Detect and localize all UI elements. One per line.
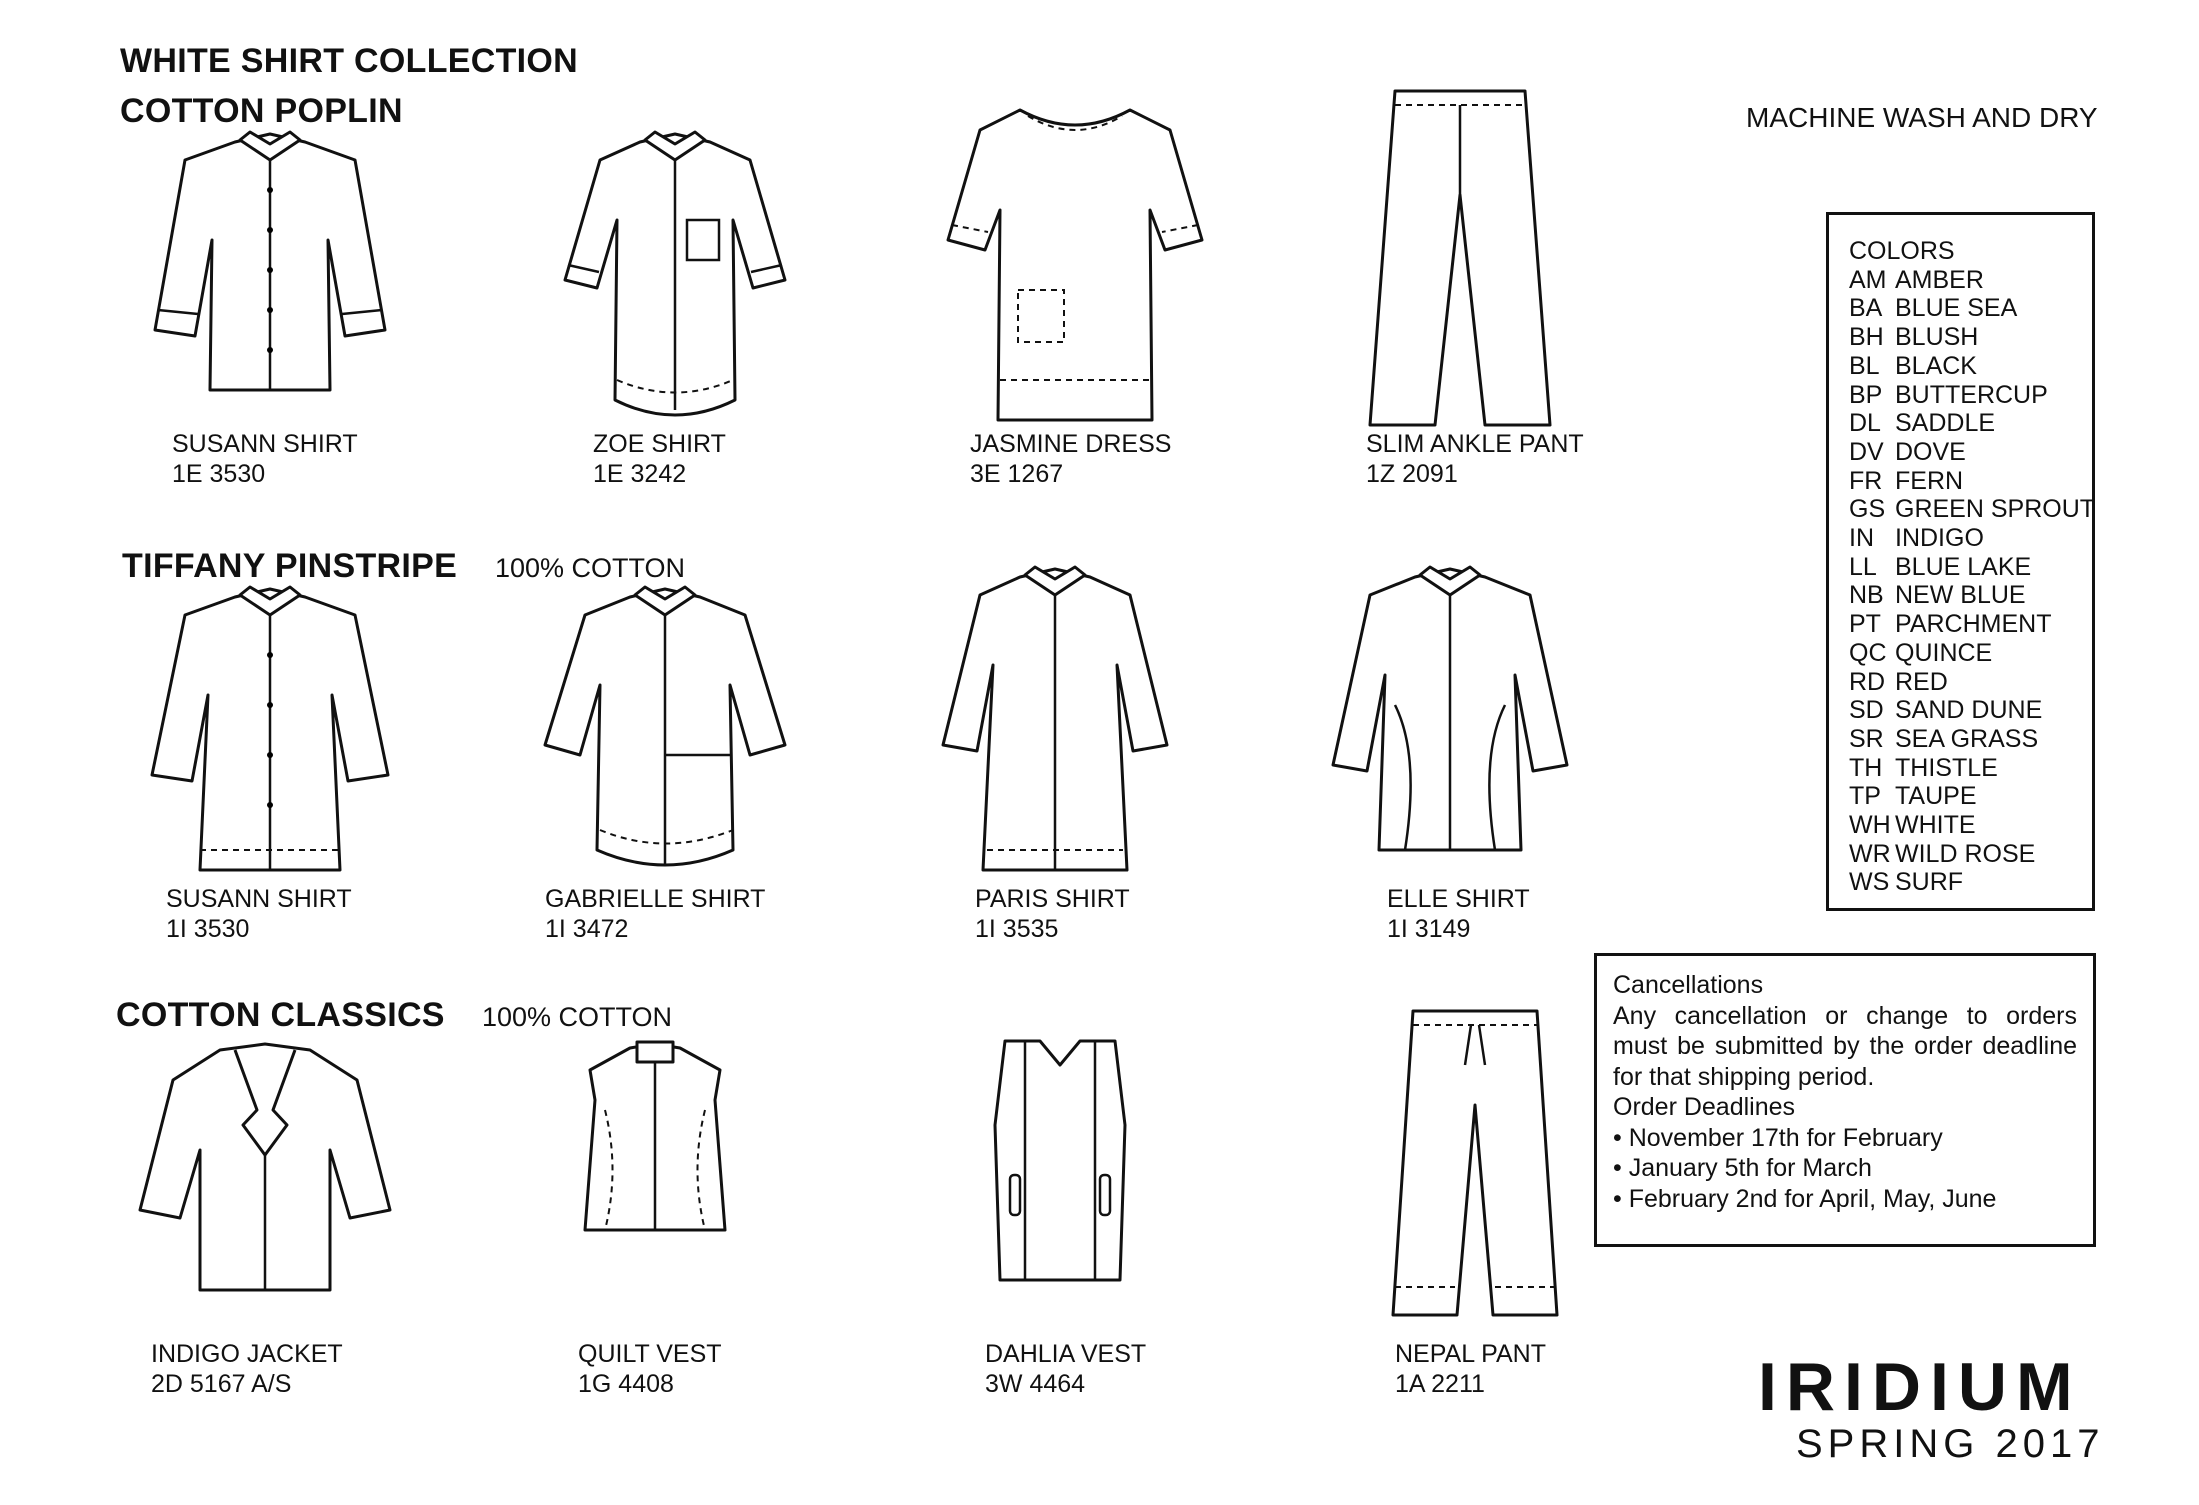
product-code: 1G 4408 <box>578 1370 674 1398</box>
product-name: DAHLIA VEST <box>985 1340 1147 1368</box>
product-name: JASMINE DRESS <box>970 430 1172 458</box>
shirt-sketch-icon <box>935 565 1175 875</box>
color-name: BUTTERCUP <box>1895 380 2048 409</box>
product-name: SUSANN SHIRT <box>172 430 358 458</box>
product-code: 1I 3530 <box>166 915 250 943</box>
shirt-sketch-icon <box>1325 565 1575 865</box>
product-card <box>555 130 885 490</box>
deadlines-list <box>1613 1123 2077 1215</box>
product-card <box>1325 565 1655 955</box>
color-row <box>1849 323 2074 352</box>
color-row <box>1849 266 2074 295</box>
color-row <box>1849 639 2074 668</box>
color-code: LL <box>1849 552 1877 581</box>
section-fabric-tiffany: 100% COTTON <box>495 553 686 583</box>
product-card <box>1360 85 1690 490</box>
color-row <box>1849 524 2074 553</box>
deadline-item: • November 17th for February <box>1613 1123 2077 1154</box>
product-code: 1I 3535 <box>975 915 1059 943</box>
product-code: 2D 5167 A/S <box>151 1370 292 1398</box>
color-name: INDIGO <box>1895 524 1984 553</box>
vest-sketch-icon <box>575 1040 735 1240</box>
color-row <box>1849 868 2074 897</box>
product-name: SUSANN SHIRT <box>166 885 352 913</box>
deadlines-heading: Order Deadlines <box>1613 1093 1796 1121</box>
cancellations-text: Any cancellation or change to orders must be submitted by the order deadline for that shipping period. <box>1613 1001 2077 1091</box>
color-name: PARCHMENT <box>1895 610 2052 639</box>
color-row <box>1849 467 2074 496</box>
color-code: QC <box>1849 638 1887 667</box>
product-name: NEPAL PANT <box>1395 1340 1546 1368</box>
product-code: 1I 3472 <box>545 915 629 943</box>
color-row <box>1849 668 2074 697</box>
product-name: ELLE SHIRT <box>1387 885 1530 913</box>
product-card <box>135 1040 465 1400</box>
color-name: BLUE SEA <box>1895 294 2018 323</box>
color-code: PT <box>1849 610 1881 639</box>
color-name: SEA GRASS <box>1895 724 2039 753</box>
section-title-cotton-poplin: COTTON POPLIN <box>120 92 403 130</box>
color-code: WH <box>1849 811 1891 840</box>
color-row <box>1849 782 2074 811</box>
product-card <box>140 585 470 955</box>
color-row <box>1849 696 2074 725</box>
color-name: SAND DUNE <box>1895 696 2043 725</box>
color-row <box>1849 811 2074 840</box>
color-code: BL <box>1849 351 1880 380</box>
product-card <box>140 130 470 490</box>
product-code: 1Z 2091 <box>1366 460 1458 488</box>
color-code: AM <box>1849 265 1887 294</box>
color-name: AMBER <box>1895 265 1984 294</box>
section-fabric-classics: 100% COTTON <box>482 1002 673 1032</box>
color-name: TAUPE <box>1895 782 1977 811</box>
colors-list <box>1849 265 2096 897</box>
color-name: BLUE LAKE <box>1895 552 2032 581</box>
section-title-cotton-classics: COTTON CLASSICS <box>116 996 445 1034</box>
color-name: SADDLE <box>1895 409 1996 438</box>
product-code: 3E 1267 <box>970 460 1064 488</box>
color-name: WILD ROSE <box>1895 839 2036 868</box>
pant-sketch-icon <box>1360 85 1560 435</box>
color-row <box>1849 438 2074 467</box>
color-code: TP <box>1849 782 1881 811</box>
color-code: DL <box>1849 409 1881 438</box>
color-code: WS <box>1849 868 1890 897</box>
brand-logo: IRIDIUM <box>1758 1349 2082 1425</box>
section-title-tiffany-pinstripe: TIFFANY PINSTRIPE <box>122 547 458 585</box>
product-name: SLIM ANKLE PANT <box>1366 430 1584 458</box>
color-code: DV <box>1849 437 1884 466</box>
color-name: NEW BLUE <box>1895 581 2026 610</box>
color-code: WR <box>1849 839 1891 868</box>
product-code: 1I 3149 <box>1387 915 1471 943</box>
color-row <box>1849 409 2074 438</box>
product-card <box>575 1040 905 1400</box>
cancellations-box <box>1594 953 2096 1247</box>
color-code: BA <box>1849 294 1883 323</box>
shirt-sketch-icon <box>140 585 400 875</box>
color-row <box>1849 581 2074 610</box>
color-row <box>1849 725 2074 754</box>
color-name: THISTLE <box>1895 753 1998 782</box>
care-instructions: MACHINE WASH AND DRY <box>1746 102 2098 133</box>
color-code: SD <box>1849 696 1884 725</box>
color-code: BH <box>1849 323 1884 352</box>
color-code: SR <box>1849 724 1884 753</box>
shirt-sketch-icon <box>535 585 795 875</box>
product-code: 1A 2211 <box>1395 1370 1485 1398</box>
deadline-item: • February 2nd for April, May, June <box>1613 1184 2077 1215</box>
product-card <box>940 100 1270 490</box>
color-code: TH <box>1849 753 1883 782</box>
color-row <box>1849 381 2074 410</box>
color-name: BLACK <box>1895 351 1977 380</box>
product-code: 1E 3530 <box>172 460 266 488</box>
product-code: 1E 3242 <box>593 460 687 488</box>
product-card <box>985 1035 1315 1400</box>
product-name: PARIS SHIRT <box>975 885 1130 913</box>
shirt-sketch-icon <box>555 130 795 430</box>
pant-sketch-icon <box>1385 1005 1565 1325</box>
color-name: BLUSH <box>1895 323 1979 352</box>
cancellations-heading: Cancellations <box>1613 971 1764 999</box>
color-code: FR <box>1849 466 1883 495</box>
product-code: 3W 4464 <box>985 1370 1086 1398</box>
color-name: GREEN SPROUT <box>1895 495 2096 524</box>
color-row <box>1849 840 2074 869</box>
color-name: RED <box>1895 667 1948 696</box>
color-name: QUINCE <box>1895 638 1993 667</box>
product-name: INDIGO JACKET <box>151 1340 343 1368</box>
color-code: BP <box>1849 380 1883 409</box>
deadline-item: • January 5th for March <box>1613 1153 2077 1184</box>
color-row <box>1849 352 2074 381</box>
color-row <box>1849 495 2096 524</box>
color-row <box>1849 754 2074 783</box>
jacket-sketch-icon <box>135 1040 395 1300</box>
product-name: GABRIELLE SHIRT <box>545 885 766 913</box>
colors-heading: COLORS <box>1849 237 1955 265</box>
product-card <box>535 585 865 955</box>
color-code: IN <box>1849 524 1874 553</box>
product-name: QUILT VEST <box>578 1340 722 1368</box>
color-code: NB <box>1849 581 1884 610</box>
color-row <box>1849 294 2074 323</box>
collection-title: WHITE SHIRT COLLECTION <box>120 42 579 80</box>
color-row <box>1849 610 2074 639</box>
color-code: GS <box>1849 495 1886 524</box>
color-row <box>1849 553 2074 582</box>
colors-legend <box>1826 212 2095 911</box>
dress-sketch-icon <box>940 100 1210 430</box>
vest-sketch-icon <box>985 1035 1135 1285</box>
product-name: ZOE SHIRT <box>593 430 726 458</box>
color-code: RD <box>1849 667 1886 696</box>
color-name: DOVE <box>1895 437 1966 466</box>
product-card <box>935 565 1265 955</box>
color-name: FERN <box>1895 466 1964 495</box>
shirt-sketch-icon <box>140 130 400 410</box>
season-label: SPRING 2017 <box>1796 1422 2105 1466</box>
color-name: WHITE <box>1895 811 1976 840</box>
color-name: SURF <box>1895 868 1964 897</box>
